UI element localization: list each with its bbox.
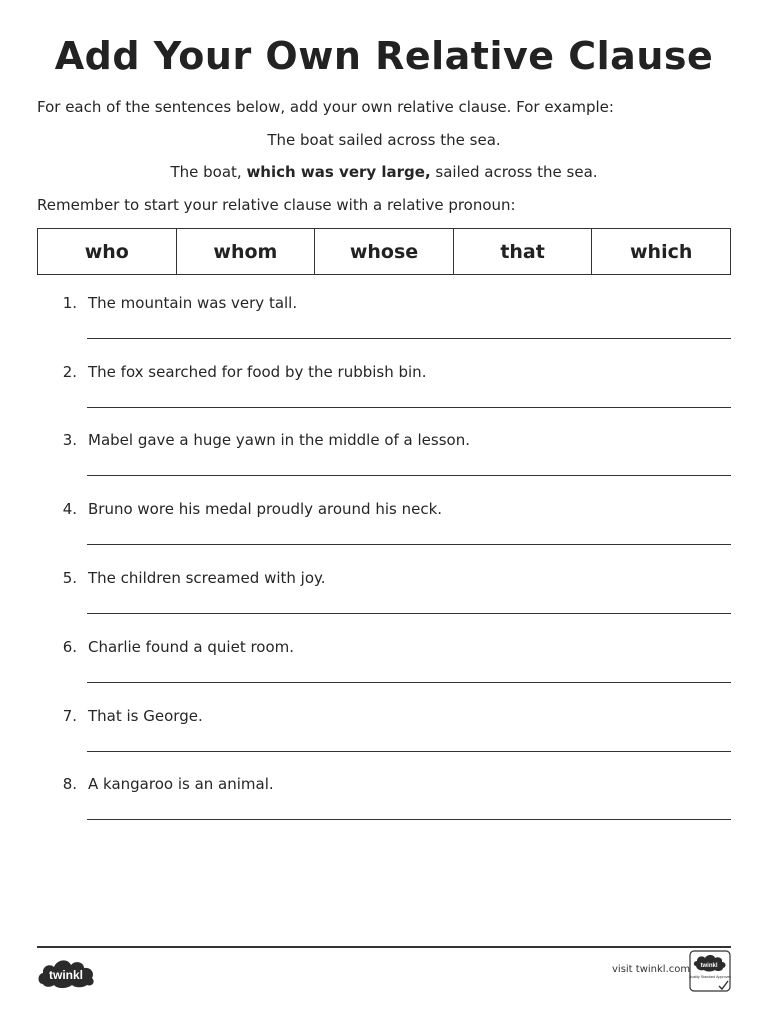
question-item xyxy=(0,707,768,767)
instructions: For each of the sentences below, add your own relative clause. For example: xyxy=(37,98,614,116)
pronoun-cell: that xyxy=(453,229,592,275)
question-text: Charlie found a quiet room. xyxy=(88,638,295,656)
question-item xyxy=(0,363,768,423)
pronoun-table xyxy=(37,228,731,275)
question-text: The mountain was very tall. xyxy=(88,294,298,312)
example-with-clause xyxy=(0,163,768,181)
question-text: Mabel gave a huge yawn in the middle of a lesson. xyxy=(88,431,470,449)
question-text: A kangaroo is an animal. xyxy=(88,775,274,793)
example-clause: which was very large, xyxy=(246,163,431,181)
answer-line[interactable] xyxy=(87,751,731,752)
question-item xyxy=(0,775,768,835)
question-number: 1. xyxy=(62,294,77,312)
question-text: Bruno wore his medal proudly around his neck. xyxy=(88,500,443,518)
reminder-text: Remember to start your relative clause with a relative pronoun: xyxy=(37,196,516,214)
answer-line[interactable] xyxy=(87,475,731,476)
example-after: sailed across the sea. xyxy=(430,163,598,181)
question-text: The children screamed with joy. xyxy=(88,569,326,587)
twinkl-logo xyxy=(37,954,97,990)
footer-divider xyxy=(37,946,731,948)
badge-text: Quality Standard Approved xyxy=(689,975,731,979)
example-before: The boat, xyxy=(170,163,247,181)
answer-line[interactable] xyxy=(87,819,731,820)
question-item xyxy=(0,294,768,354)
question-number: 3. xyxy=(62,431,77,449)
pronoun-cell: which xyxy=(592,229,731,275)
pronoun-cell: whose xyxy=(315,229,454,275)
example-sentence: The boat sailed across the sea. xyxy=(267,131,501,149)
answer-line[interactable] xyxy=(87,544,731,545)
question-item xyxy=(0,500,768,560)
question-text: That is George. xyxy=(88,707,203,725)
question-text: The fox searched for food by the rubbish bin. xyxy=(88,363,427,381)
quality-badge xyxy=(689,950,731,992)
pronoun-cell: whom xyxy=(176,229,315,275)
answer-line[interactable] xyxy=(87,613,731,614)
question-item xyxy=(0,569,768,629)
question-number: 8. xyxy=(62,775,77,793)
question-number: 4. xyxy=(62,500,77,518)
question-number: 5. xyxy=(62,569,77,587)
question-number: 6. xyxy=(62,638,77,656)
page-title: Add Your Own Relative Clause xyxy=(54,34,714,78)
badge-logo-text: twinkl xyxy=(700,963,718,969)
pronoun-row xyxy=(38,229,731,275)
logo-text: twinkl xyxy=(48,968,84,982)
question-item xyxy=(0,431,768,491)
question-number: 2. xyxy=(62,363,77,381)
answer-line[interactable] xyxy=(87,338,731,339)
answer-line[interactable] xyxy=(87,407,731,408)
answer-line[interactable] xyxy=(87,682,731,683)
visit-link[interactable]: visit twinkl.com xyxy=(612,964,691,975)
pronoun-cell: who xyxy=(38,229,177,275)
question-item xyxy=(0,638,768,698)
question-number: 7. xyxy=(62,707,77,725)
